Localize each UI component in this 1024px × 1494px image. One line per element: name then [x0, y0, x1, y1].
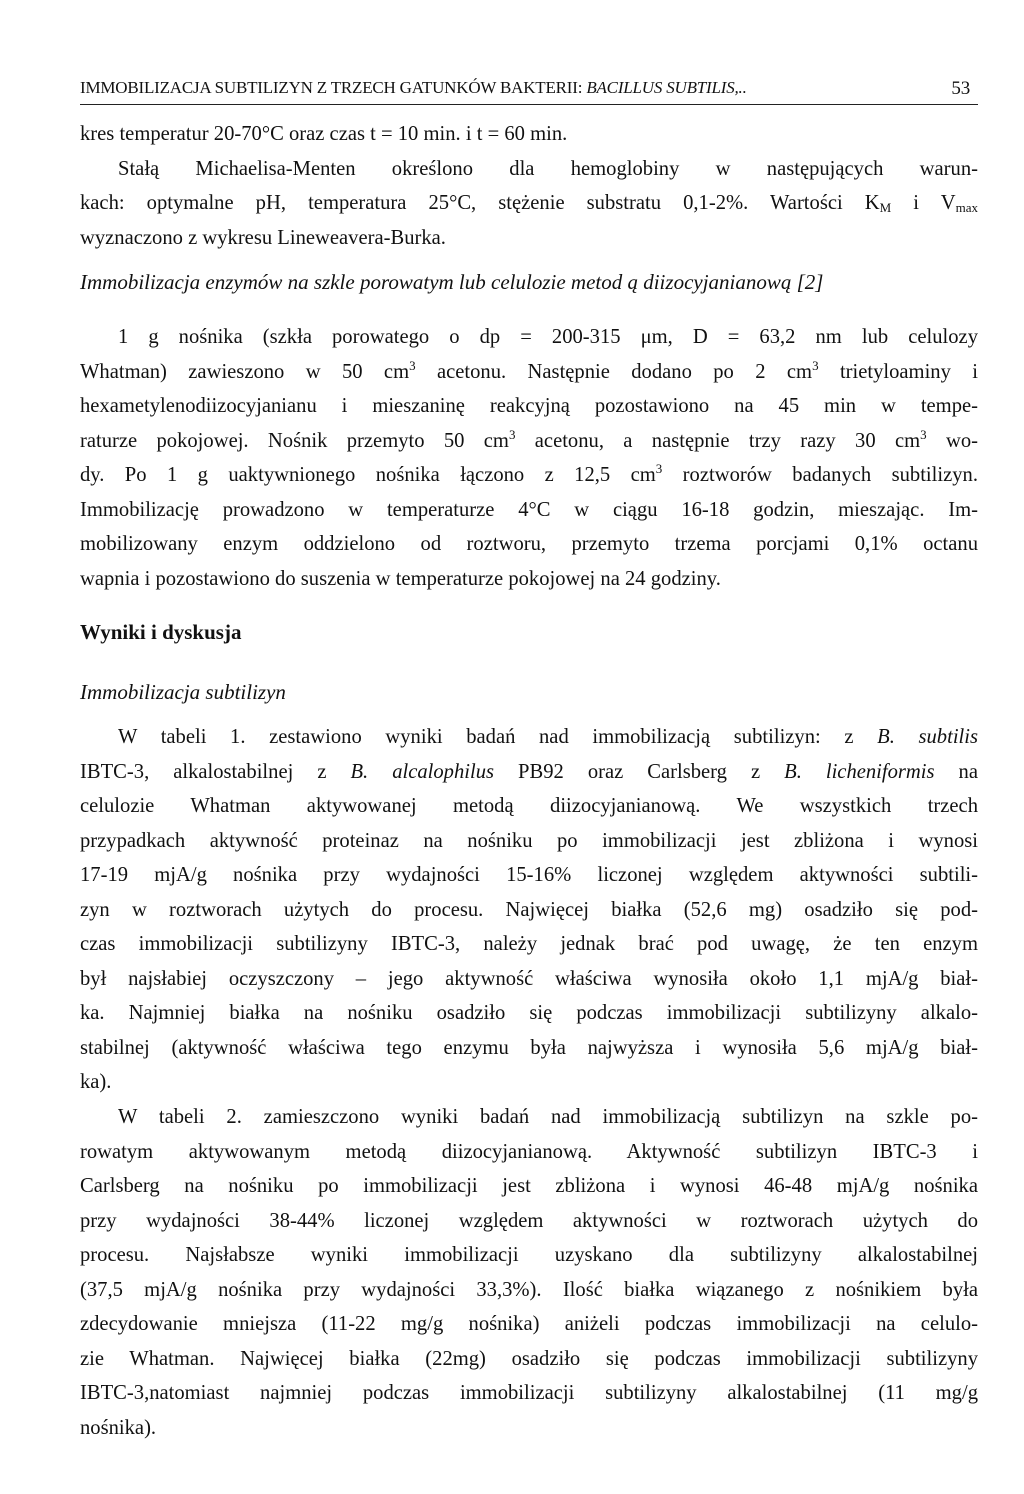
text-line: mobilizowany enzym oddzielono od roztworu, przemyto trzema porcjami 0,1% octanu: [80, 533, 978, 555]
results-paragraph-2: [80, 1100, 978, 1445]
header-title-italic: BACILLUS SUBTILIS,..: [586, 78, 747, 97]
text-line: W tabeli 2. zamieszczono wyniki badań nad immobilizacją subtilizyn na szkle po-: [118, 1106, 978, 1128]
text-line: przy wydajności 38-44% liczonej względem aktywności w roztworach użytych do: [80, 1209, 978, 1232]
header-rule: [80, 104, 978, 105]
text-line: dy. Po 1 g uaktywnionego nośnika łączono z 12,5 $cm^3$ roztworów badanych subtilizyn.: [80, 461, 978, 486]
text-line: 1 g nośnika (szkła porowatego o dp = 200-315 μm, D = 63,2 nm lub celulozy: [118, 326, 978, 348]
text-line: Stałą Michaelisa-Menten określono dla hemoglobiny w następujących warun-: [118, 157, 978, 180]
text-line: Carlsberg na nośniku po immobilizacji jest zbliżona i wynosi 46-48 mjA/g nośnika: [80, 1175, 978, 1197]
text-line: zyn w roztworach użytych do procesu. Najwięcej białka (52,6 mg) osadziło się pod-: [80, 898, 978, 921]
text-line: procesu. Najsłabsze wyniki immobilizacji uzyskano dla subtilizyny alkalostabilnej: [80, 1244, 978, 1266]
text-line: stabilnej (aktywność właściwa tego enzymu była najwyższa i wynosiła 5,6 mjA/g biał-: [80, 1036, 978, 1059]
text-line: wapnia i pozostawiono do suszenia w temperaturze pokojowej na 24 godziny.: [80, 567, 721, 590]
text-line: ka. Najmniej białka na nośniku osadziło się podczas immobilizacji subtilizyny alkalo-: [80, 1002, 978, 1024]
text-line: rowatym aktywowanym metodą diizocyjanianową. Aktywność subtilizyn IBTC-3 i: [80, 1140, 978, 1163]
results-heading: Wyniki i dyskusja: [80, 620, 242, 644]
intro-paragraph: [80, 117, 978, 255]
text-line: kach: optymalne pH, temperatura 25°C, stężenie substratu 0,1-2%. Wartości $K_M$ i $V_{max}$: [80, 192, 978, 215]
text-line: IBTC-3,natomiast najmniej podczas immobilizacji subtilizyny alkalostabilnej (11 mg/g: [80, 1382, 978, 1404]
text-line: IBTC-3, alkalostabilnej z B. alcalophilus PB92 oraz Carlsberg z B. licheniformis na: [80, 760, 978, 783]
text-line: raturze pokojowej. Nośnik przemyto 50 $cm^3$ acetonu, a następnie trzy razy 30 $cm^3$ wo-: [80, 426, 978, 452]
method-heading: Immobilizacja enzymów na szkle porowatym lub celulozie metod ą diizocyjanianową [2]: [80, 270, 824, 294]
text-line: przypadkach aktywność proteinaz na nośniku po immobilizacji jest zbliżona i wynosi: [80, 829, 978, 852]
text-line: hexametylenodiizocyjanianu i mieszaninę reakcyjną pozostawiono na 45 min w tempe-: [80, 395, 978, 417]
text-line: Immobilizację prowadzono w temperaturze 4°C w ciągu 16-18 godzin, mieszając. Im-: [80, 498, 978, 521]
header-title: IMMOBILIZACJA SUBTILIZYN Z TRZECH GATUNKÓW BAKTERII:: [80, 78, 587, 97]
sub-heading: Immobilizacja subtilizyn: [80, 680, 286, 704]
text-line: ka).: [80, 1071, 112, 1093]
text-line: W tabeli 1. zestawiono wyniki badań nad immobilizacją subtilizyn: z B. subtilis: [118, 726, 979, 748]
text-line: Whatman) zawieszono w 50 $cm^3$ acetonu. Następnie dodano po 2 $cm^3$ trietyloaminy i: [80, 357, 978, 383]
method-paragraph: [80, 320, 978, 596]
text-line: (37,5 mjA/g nośnika przy wydajności 33,3%). Ilość białka wiązanego z nośnikiem była: [80, 1278, 978, 1301]
text-line: 17-19 mjA/g nośnika przy wydajności 15-16% liczonej względem aktywności subtili-: [80, 864, 978, 886]
text-line: był najsłabiej oczyszczony – jego aktywność właściwa wynosiła około 1,1 mjA/g biał-: [80, 967, 978, 990]
text-line: celulozie Whatman aktywowanej metodą diizocyjanianową. We wszystkich trzech: [80, 795, 978, 817]
text-line: czas immobilizacji subtilizyny IBTC-3, należy jednak brać pod uwagę, że ten enzym: [80, 933, 978, 955]
text-line: wyznaczono z wykresu Lineweavera-Burka.: [80, 226, 446, 249]
text-line: nośnika).: [80, 1416, 157, 1439]
results-paragraph-1: [80, 720, 978, 1100]
running-header: [80, 78, 978, 98]
text-line: kres temperatur 20-70°C oraz czas t = 10 min. i t = 60 min.: [80, 123, 568, 145]
text-line: zie Whatman. Najwięcej białka (22mg) osadziło się podczas immobilizacji subtilizyny: [80, 1347, 978, 1370]
text-line: zdecydowanie mniejsza (11-22 mg/g nośnika) aniżeli podczas immobilizacji na celulo-: [80, 1313, 978, 1335]
page-number: 53: [951, 78, 970, 99]
